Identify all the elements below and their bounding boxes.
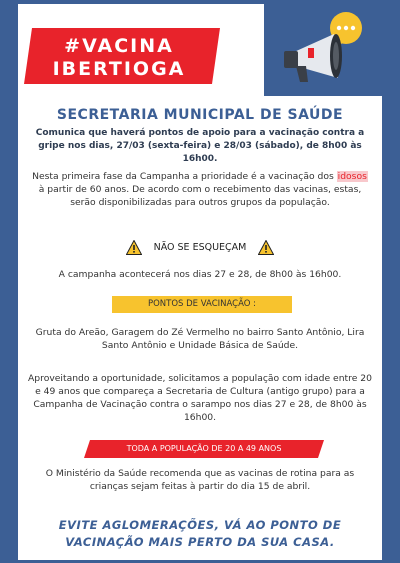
measles-paragraph: Aproveitando a oportunidade, solicitamos a população com idade entre 20 e 49 anos que compareça a Secretaria de Cultura (antigo grupo) para a Campanha de Vacinação contra o sarampo nos dias 27 e 28, de 8h00 às 16h00. xyxy=(28,373,372,423)
subtitle: Comunica que haverá pontos de apoio para a vacinação contra a gripe nos dias, 27/03 (sexta-feira) e 28/03 (sábado), de 8h00 às 16h00. xyxy=(35,128,365,164)
intro-text-before: Nesta primeira fase da Campanha a prioridade é a vacinação dos xyxy=(32,171,337,182)
ministry-paragraph: O Ministério da Saúde recomenda que as vacinas de rotina para as crianças sejam feitas à partir do dia 15 de abril. xyxy=(45,468,355,492)
warning-text: NÃO SE ESQUEÇAM xyxy=(153,242,247,253)
intro-text-after: à partir de 60 anos. De acordo com o recebimento das vacinas, estas, serão disponibilizadas para outros grupos da população. xyxy=(38,184,362,208)
hashtag-banner xyxy=(24,28,220,84)
page-title: SECRETARIA MUNICIPAL DE SAÚDE xyxy=(56,107,344,123)
hashtag-line-2: IBERTIOGA xyxy=(52,58,186,80)
warning-row xyxy=(18,240,382,255)
megaphone-panel xyxy=(264,4,382,96)
campaign-dates: A campanha acontecerá nos dias 27 e 28, de 8h00 às 16h00. xyxy=(58,269,342,280)
footer-line-2: VACINAÇÃO MAIS PERTO DA SUA CASA. xyxy=(65,535,335,549)
age-banner-text: TODA A POPULAÇÃO DE 20 A 49 ANOS xyxy=(126,444,282,453)
points-text: Gruta do Areão, Garagem do Zé Vermelho no bairro Santo Antônio, Lira Santo Antônio e Unidade Básica de Saúde. xyxy=(35,327,365,351)
footer-message xyxy=(18,517,382,551)
hashtag-line-1: #VACINA xyxy=(64,35,174,57)
warning-icon xyxy=(126,240,142,255)
points-heading: PONTOS DE VACINAÇÃO : xyxy=(112,296,292,313)
megaphone-icon xyxy=(264,4,382,96)
warning-icon xyxy=(258,240,274,255)
poster-card xyxy=(18,4,382,560)
footer-line-1: EVITE AGLOMERAÇÕES, VÁ AO PONTO DE xyxy=(58,518,342,532)
intro-paragraph xyxy=(28,170,372,209)
highlight-idosos: idosos xyxy=(337,171,367,182)
age-banner xyxy=(84,440,324,458)
